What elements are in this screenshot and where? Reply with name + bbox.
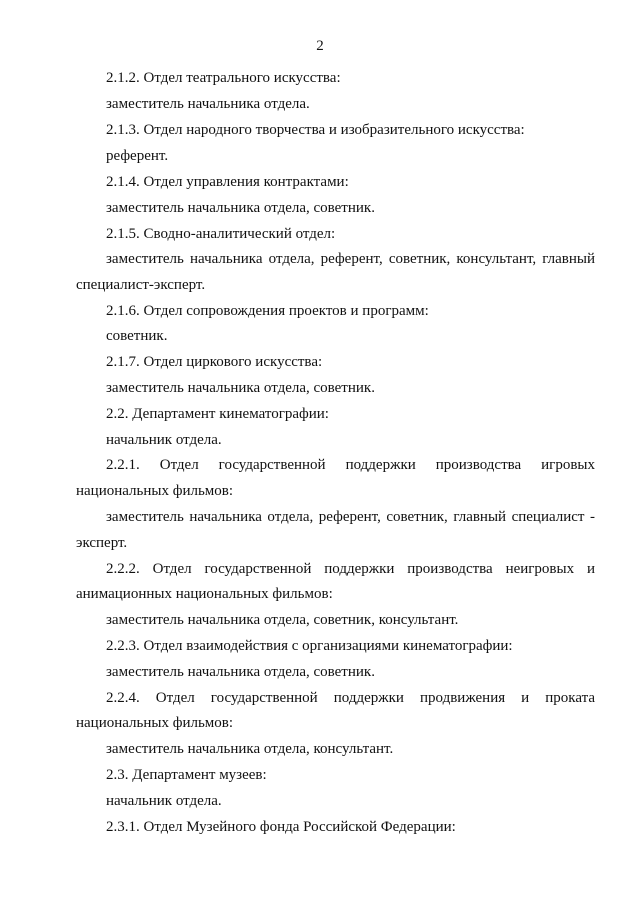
text-line: заместитель начальника отдела, референт, советник, консультант, главный xyxy=(106,251,595,267)
text-line: 2.1.2. Отдел театрального искусства: xyxy=(106,70,341,86)
text-line: референт. xyxy=(106,148,169,164)
text-line: заместитель начальника отдела, советник. xyxy=(106,664,375,680)
text-line: 2.2.2. Отдел государственной поддержки производства неигровых и xyxy=(106,561,595,577)
text-line: 2.1.7. Отдел циркового искусства: xyxy=(106,354,323,370)
text-line: 2.2.4. Отдел государственной поддержки продвижения и проката xyxy=(106,690,595,706)
text-line: эксперт. xyxy=(76,535,128,551)
text-line: 2.2.1. Отдел государственной поддержки производства игровых xyxy=(106,457,595,473)
text-line: заместитель начальника отдела, консультант. xyxy=(106,741,394,757)
page-number: 2 xyxy=(316,38,324,54)
text-line: 2.1.3. Отдел народного творчества и изобразительного искусства: xyxy=(106,122,525,138)
text-line: советник. xyxy=(106,328,168,344)
text-line: специалист-эксперт. xyxy=(76,277,206,293)
text-line: национальных фильмов: xyxy=(76,715,234,731)
text-line: начальник отдела. xyxy=(106,793,222,809)
text-line: заместитель начальника отдела, советник. xyxy=(106,200,375,216)
text-line: заместитель начальника отдела. xyxy=(106,96,310,112)
text-line: 2.3.1. Отдел Музейного фонда Российской Федерации: xyxy=(106,819,456,835)
text-line: 2.1.5. Сводно-аналитический отдел: xyxy=(106,226,336,242)
text-line: заместитель начальника отдела, референт, советник, главный специалист - xyxy=(106,509,595,525)
text-line: заместитель начальника отдела, советник, консультант. xyxy=(106,612,459,628)
text-line: начальник отдела. xyxy=(106,432,222,448)
text-line: 2.2. Департамент кинематографии: xyxy=(106,406,329,422)
text-line: национальных фильмов: xyxy=(76,483,234,499)
text-line: анимационных национальных фильмов: xyxy=(76,586,333,602)
text-line: 2.2.3. Отдел взаимодействия с организациями кинематографии: xyxy=(106,638,513,654)
text-line: 2.1.4. Отдел управления контрактами: xyxy=(106,174,349,190)
text-line: 2.1.6. Отдел сопровождения проектов и программ: xyxy=(106,303,429,319)
text-line: 2.3. Департамент музеев: xyxy=(106,767,267,783)
text-line: заместитель начальника отдела, советник. xyxy=(106,380,375,396)
